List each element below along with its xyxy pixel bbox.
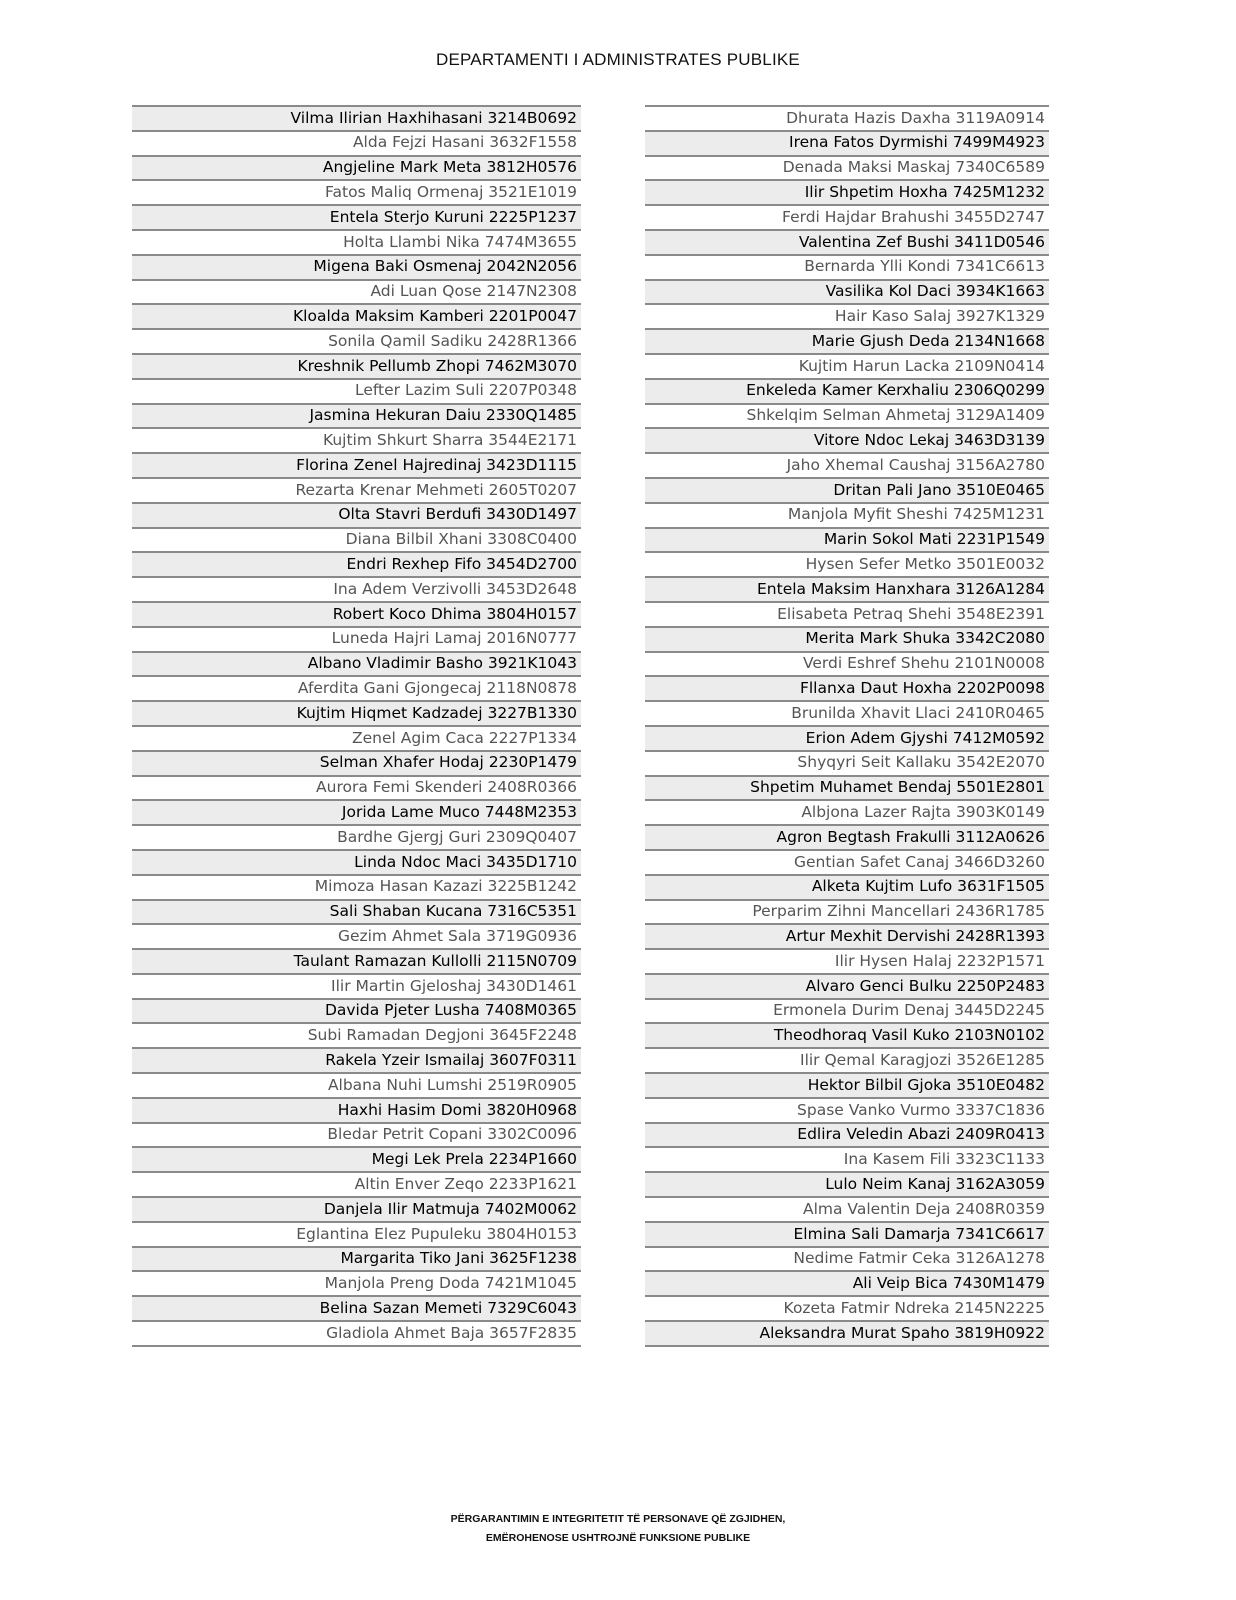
list-item: Alvaro Genci Bulku 2250P2483	[645, 975, 1049, 1000]
list-item: Fatos Maliq Ormenaj 3521E1019	[132, 181, 581, 206]
list-item: Spase Vanko Vurmo 3337C1836	[645, 1099, 1049, 1124]
list-item: Elisabeta Petraq Shehi 3548E2391	[645, 603, 1049, 628]
list-item: Olta Stavri Berdufi 3430D1497	[132, 504, 581, 529]
list-item: Subi Ramadan Degjoni 3645F2248	[132, 1024, 581, 1049]
list-item: Sali Shaban Kucana 7316C5351	[132, 901, 581, 926]
list-item: Verdi Eshref Shehu 2101N0008	[645, 653, 1049, 678]
list-item: Kozeta Fatmir Ndreka 2145N2225	[645, 1297, 1049, 1322]
list-item: Hektor Bilbil Gjoka 3510E0482	[645, 1074, 1049, 1099]
list-item: Belina Sazan Memeti 7329C6043	[132, 1297, 581, 1322]
list-item: Lulo Neim Kanaj 3162A3059	[645, 1173, 1049, 1198]
list-item: Irena Fatos Dyrmishi 7499M4923	[645, 132, 1049, 157]
list-item: Adi Luan Qose 2147N2308	[132, 281, 581, 306]
list-item: Merita Mark Shuka 3342C2080	[645, 628, 1049, 653]
list-item: Shkelqim Selman Ahmetaj 3129A1409	[645, 405, 1049, 430]
list-item: Gladiola Ahmet Baja 3657F2835	[132, 1322, 581, 1347]
list-item: Kreshnik Pellumb Zhopi 7462M3070	[132, 355, 581, 380]
list-item: Edlira Veledin Abazi 2409R0413	[645, 1124, 1049, 1149]
list-item: Ilir Hysen Halaj 2232P1571	[645, 950, 1049, 975]
list-item: Dhurata Hazis Daxha 3119A0914	[645, 107, 1049, 132]
list-item: Manjola Preng Doda 7421M1045	[132, 1272, 581, 1297]
list-item: Kujtim Hiqmet Kadzadej 3227B1330	[132, 702, 581, 727]
list-item: Mimoza Hasan Kazazi 3225B1242	[132, 876, 581, 901]
list-item: Fllanxa Daut Hoxha 2202P0098	[645, 677, 1049, 702]
page-title: DEPARTAMENTI I ADMINISTRATES PUBLIKE	[436, 50, 800, 69]
list-item: Kloalda Maksim Kamberi 2201P0047	[132, 305, 581, 330]
list-item: Lefter Lazim Suli 2207P0348	[132, 380, 581, 405]
list-item: Ilir Qemal Karagjozi 3526E1285	[645, 1049, 1049, 1074]
list-item: Jaho Xhemal Caushaj 3156A2780	[645, 454, 1049, 479]
list-item: Luneda Hajri Lamaj 2016N0777	[132, 628, 581, 653]
list-item: Ferdi Hajdar Brahushi 3455D2747	[645, 206, 1049, 231]
list-item: Perparim Zihni Mancellari 2436R1785	[645, 901, 1049, 926]
list-item: Endri Rexhep Fifo 3454D2700	[132, 553, 581, 578]
list-item: Vilma Ilirian Haxhihasani 3214B0692	[132, 107, 581, 132]
list-item: Ilir Shpetim Hoxha 7425M1232	[645, 181, 1049, 206]
list-item: Marin Sokol Mati 2231P1549	[645, 529, 1049, 554]
list-item: Gentian Safet Canaj 3466D3260	[645, 851, 1049, 876]
list-item: Ali Veip Bica 7430M1479	[645, 1272, 1049, 1297]
list-item: Robert Koco Dhima 3804H0157	[132, 603, 581, 628]
list-item: Linda Ndoc Maci 3435D1710	[132, 851, 581, 876]
list-item: Elmina Sali Damarja 7341C6617	[645, 1223, 1049, 1248]
list-item: Danjela Ilir Matmuja 7402M0062	[132, 1198, 581, 1223]
list-item: Marie Gjush Deda 2134N1668	[645, 330, 1049, 355]
list-item: Alma Valentin Deja 2408R0359	[645, 1198, 1049, 1223]
list-item: Jorida Lame Muco 7448M2353	[132, 801, 581, 826]
list-item: Bernarda Ylli Kondi 7341C6613	[645, 256, 1049, 281]
list-item: Entela Sterjo Kuruni 2225P1237	[132, 206, 581, 231]
list-item: Enkeleda Kamer Kerxhaliu 2306Q0299	[645, 380, 1049, 405]
list-item: Alda Fejzi Hasani 3632F1558	[132, 132, 581, 157]
list-item: Migena Baki Osmenaj 2042N2056	[132, 256, 581, 281]
list-item: Erion Adem Gjyshi 7412M0592	[645, 727, 1049, 752]
list-item: Manjola Myfit Sheshi 7425M1231	[645, 504, 1049, 529]
list-item: Jasmina Hekuran Daiu 2330Q1485	[132, 405, 581, 430]
left-name-column	[132, 105, 581, 1347]
list-item: Entela Maksim Hanxhara 3126A1284	[645, 578, 1049, 603]
list-item: Rezarta Krenar Mehmeti 2605T0207	[132, 479, 581, 504]
list-item: Kujtim Harun Lacka 2109N0414	[645, 355, 1049, 380]
footer-line-1: PËRGARANTIMIN E INTEGRITETIT TË PERSONAVE QË ZGJIDHEN,	[450, 1513, 786, 1525]
list-item: Aferdita Gani Gjongecaj 2118N0878	[132, 677, 581, 702]
list-item: Haxhi Hasim Domi 3820H0968	[132, 1099, 581, 1124]
list-item: Vitore Ndoc Lekaj 3463D3139	[645, 429, 1049, 454]
list-item: Valentina Zef Bushi 3411D0546	[645, 231, 1049, 256]
list-item: Shpetim Muhamet Bendaj 5501E2801	[645, 777, 1049, 802]
footer	[0, 1510, 1236, 1548]
list-item: Florina Zenel Hajredinaj 3423D1115	[132, 454, 581, 479]
list-item: Angjeline Mark Meta 3812H0576	[132, 157, 581, 182]
list-item: Ina Kasem Fili 3323C1133	[645, 1148, 1049, 1173]
list-item: Denada Maksi Maskaj 7340C6589	[645, 157, 1049, 182]
list-item: Bardhe Gjergj Guri 2309Q0407	[132, 826, 581, 851]
list-item: Rakela Yzeir Ismailaj 3607F0311	[132, 1049, 581, 1074]
list-item: Megi Lek Prela 2234P1660	[132, 1148, 581, 1173]
list-item: Ilir Martin Gjeloshaj 3430D1461	[132, 975, 581, 1000]
list-item: Hair Kaso Salaj 3927K1329	[645, 305, 1049, 330]
list-item: Eglantina Elez Pupuleku 3804H0153	[132, 1223, 581, 1248]
list-item: Ina Adem Verzivolli 3453D2648	[132, 578, 581, 603]
list-item: Theodhoraq Vasil Kuko 2103N0102	[645, 1024, 1049, 1049]
list-item: Ermonela Durim Denaj 3445D2245	[645, 1000, 1049, 1025]
list-item: Shyqyri Seit Kallaku 3542E2070	[645, 752, 1049, 777]
list-item: Zenel Agim Caca 2227P1334	[132, 727, 581, 752]
list-item: Kujtim Shkurt Sharra 3544E2171	[132, 429, 581, 454]
list-item: Altin Enver Zeqo 2233P1621	[132, 1173, 581, 1198]
list-item: Albjona Lazer Rajta 3903K0149	[645, 801, 1049, 826]
list-item: Aurora Femi Skenderi 2408R0366	[132, 777, 581, 802]
list-item: Artur Mexhit Dervishi 2428R1393	[645, 925, 1049, 950]
list-item: Dritan Pali Jano 3510E0465	[645, 479, 1049, 504]
list-item: Diana Bilbil Xhani 3308C0400	[132, 529, 581, 554]
list-item: Sonila Qamil Sadiku 2428R1366	[132, 330, 581, 355]
list-item: Aleksandra Murat Spaho 3819H0922	[645, 1322, 1049, 1347]
list-item: Davida Pjeter Lusha 7408M0365	[132, 1000, 581, 1025]
list-item: Taulant Ramazan Kullolli 2115N0709	[132, 950, 581, 975]
list-item: Hysen Sefer Metko 3501E0032	[645, 553, 1049, 578]
list-item: Holta Llambi Nika 7474M3655	[132, 231, 581, 256]
list-item: Brunilda Xhavit Llaci 2410R0465	[645, 702, 1049, 727]
footer-line-2: EMËROHENOSE USHTROJNË FUNKSIONE PUBLIKE	[485, 1532, 751, 1544]
list-item: Vasilika Kol Daci 3934K1663	[645, 281, 1049, 306]
list-item: Albano Vladimir Basho 3921K1043	[132, 653, 581, 678]
list-item: Albana Nuhi Lumshi 2519R0905	[132, 1074, 581, 1099]
right-name-column	[645, 105, 1049, 1347]
list-item: Alketa Kujtim Lufo 3631F1505	[645, 876, 1049, 901]
list-item: Agron Begtash Frakulli 3112A0626	[645, 826, 1049, 851]
list-item: Gezim Ahmet Sala 3719G0936	[132, 925, 581, 950]
list-item: Margarita Tiko Jani 3625F1238	[132, 1248, 581, 1273]
list-item: Bledar Petrit Copani 3302C0096	[132, 1124, 581, 1149]
list-item: Selman Xhafer Hodaj 2230P1479	[132, 752, 581, 777]
list-item: Nedime Fatmir Ceka 3126A1278	[645, 1248, 1049, 1273]
